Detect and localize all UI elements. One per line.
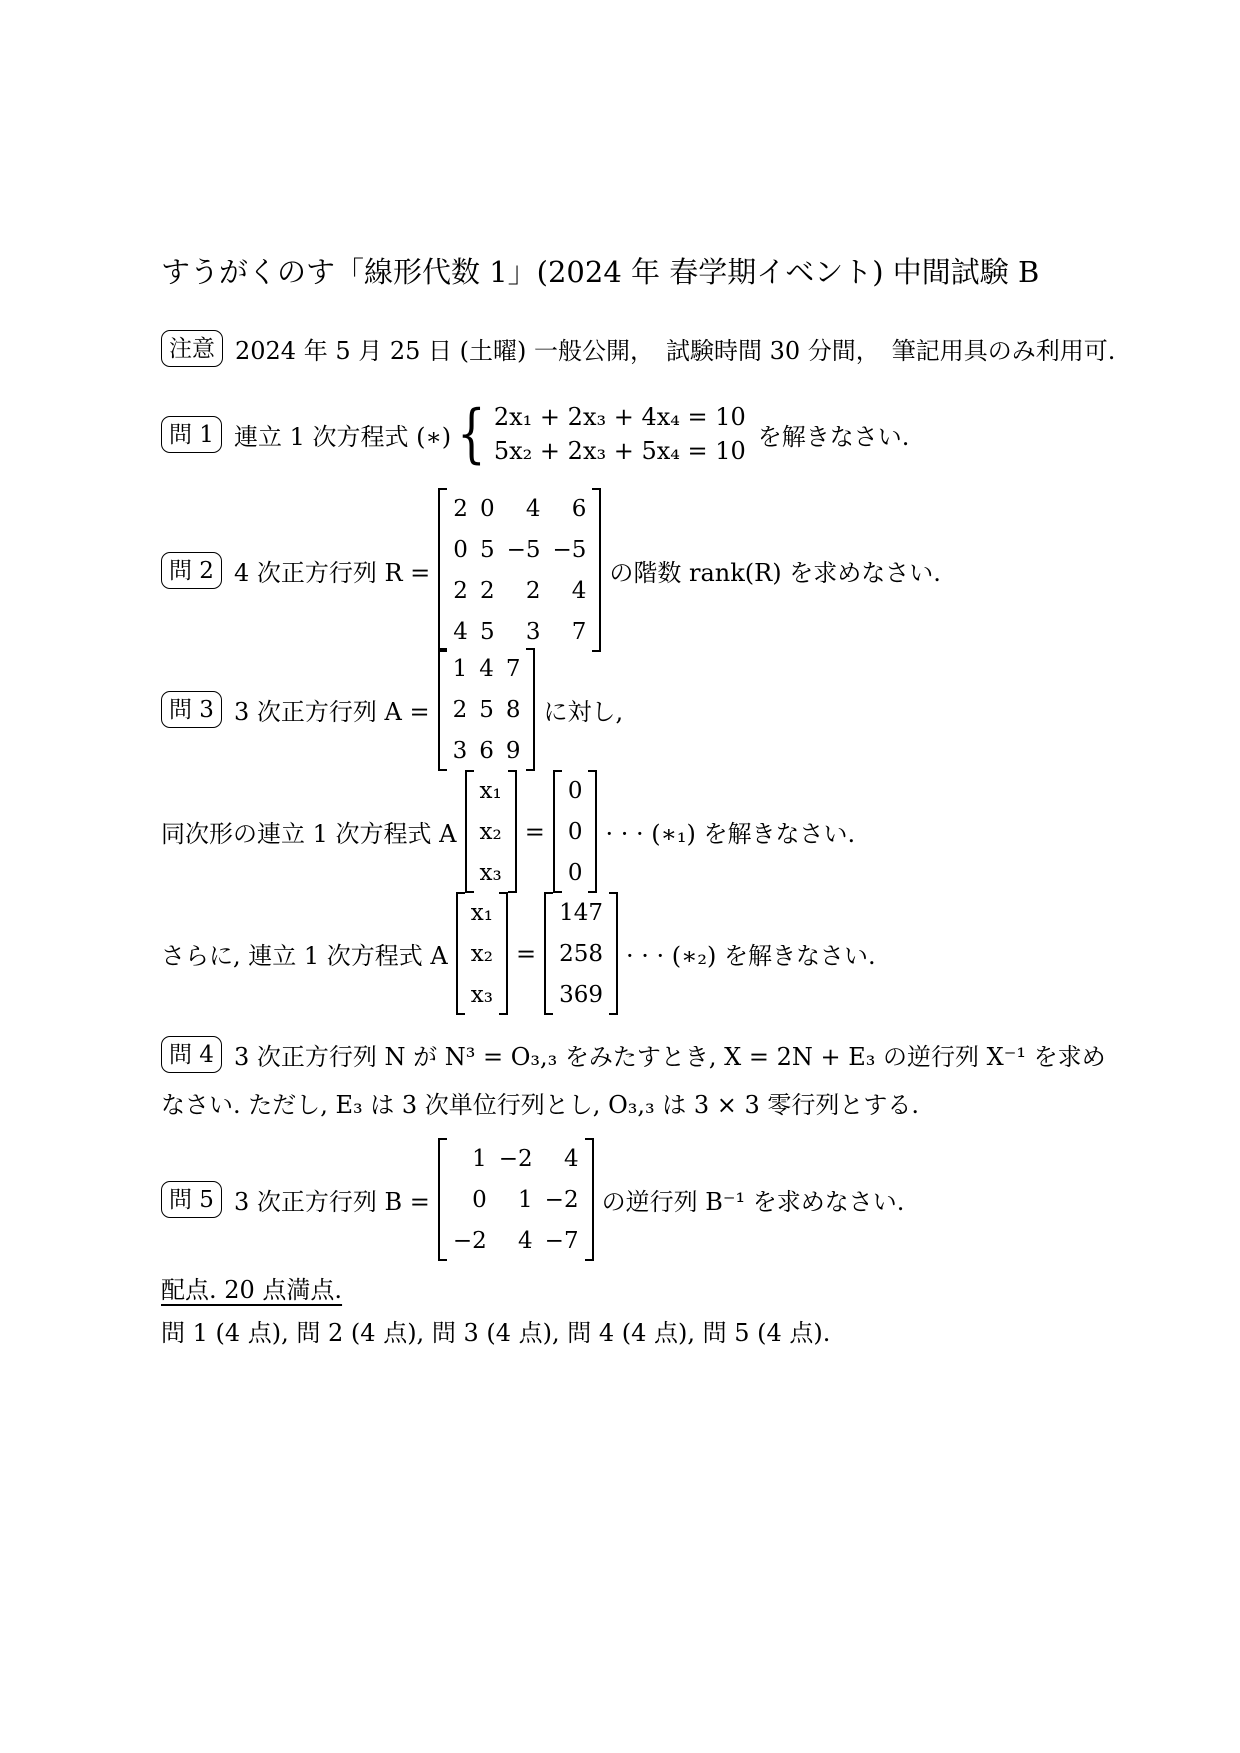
q5-label: 問 5 bbox=[161, 1181, 222, 1218]
page-title: すうがくのす「線形代数 1」(2024 年 春学期イベント) 中間試験 B bbox=[161, 255, 1040, 289]
matrix-cell: 0 bbox=[479, 495, 495, 522]
matrix-cell: 2 bbox=[453, 577, 468, 604]
matrix-row bbox=[465, 974, 499, 1015]
q2-label: 問 2 bbox=[161, 552, 222, 589]
equals-sign-1: = bbox=[524, 817, 545, 846]
matrix-cell: 5 bbox=[479, 618, 495, 645]
matrix-cell: 8 bbox=[505, 696, 521, 723]
brace-symbol: { bbox=[457, 397, 486, 471]
matrix-A bbox=[438, 648, 536, 771]
matrix-cell: 4 bbox=[479, 655, 494, 682]
matrix-row bbox=[447, 730, 527, 771]
matrix-row bbox=[447, 1220, 585, 1261]
matrix-row bbox=[447, 1179, 585, 1220]
matrix-row bbox=[447, 570, 592, 611]
vector-cell: x₃ bbox=[479, 859, 502, 886]
vector-cell: x₁ bbox=[479, 777, 502, 804]
matrix-row bbox=[562, 811, 589, 852]
matrix-row bbox=[447, 529, 592, 570]
matrix-cell: 7 bbox=[505, 655, 521, 682]
matrix-row bbox=[465, 933, 499, 974]
q2-prefix: 4 次正方行列 R = bbox=[233, 558, 431, 587]
vector-cell: 258 bbox=[559, 940, 603, 967]
matrix-cell: 4 bbox=[453, 618, 468, 645]
scoring-detail: 問 1 (4 点), 問 2 (4 点), 問 3 (4 点), 問 4 (4 点), 問 5 (4 点). bbox=[161, 1319, 831, 1347]
matrix-row bbox=[447, 611, 592, 652]
q3-line2-suffix: · · · (∗₁) を解きなさい. bbox=[605, 820, 856, 848]
matrix-row bbox=[465, 892, 499, 933]
matrix-cell: 2 bbox=[452, 696, 468, 723]
matrix-cell: 3 bbox=[452, 737, 468, 764]
q3-line3-prefix: さらに, 連立 1 次方程式 A bbox=[161, 942, 448, 970]
matrix-row bbox=[474, 811, 508, 852]
vector-cell: x₁ bbox=[470, 899, 493, 926]
matrix-cell: 7 bbox=[571, 618, 587, 645]
notice-text: 2024 年 5 月 25 日 (土曜) 一般公開， 試験時間 30 分間， 筆記用具のみ利用可. bbox=[235, 337, 1116, 365]
q1-equation-2: 5x₂ + 2x₃ + 5x₄ = 10 bbox=[493, 437, 746, 465]
q1-prefix: 連立 1 次方程式 (∗) bbox=[233, 422, 452, 451]
matrix-cell: 6 bbox=[571, 495, 587, 522]
q3-suffix: に対し, bbox=[543, 698, 624, 726]
matrix-cell: 4 bbox=[518, 1227, 533, 1254]
matrix-cell: 2 bbox=[453, 495, 468, 522]
matrix-cell: −5 bbox=[506, 536, 541, 563]
q1-label: 問 1 bbox=[161, 416, 222, 453]
question-3 bbox=[161, 648, 623, 771]
scoring-heading: 配点. 20 点満点. bbox=[161, 1276, 343, 1304]
q3-line2-prefix: 同次形の連立 1 次方程式 A bbox=[161, 820, 457, 848]
matrix-cell: 0 bbox=[472, 1186, 487, 1213]
matrix-cell: 2 bbox=[525, 577, 541, 604]
q5-prefix: 3 次正方行列 B = bbox=[233, 1188, 430, 1216]
matrix-row bbox=[553, 974, 609, 1015]
vector-cell: x₃ bbox=[470, 981, 493, 1008]
vector-cell: x₂ bbox=[479, 818, 502, 845]
vector-x-1 bbox=[465, 770, 517, 893]
q4-line2: なさい. ただし, E₃ は 3 次単位行列とし, O₃,₃ は 3 × 3 零行列とする. bbox=[161, 1091, 920, 1119]
matrix-row bbox=[562, 770, 589, 811]
vector-cell: 369 bbox=[559, 981, 603, 1008]
matrix-cell: 3 bbox=[525, 618, 541, 645]
vector-cell: x₂ bbox=[470, 940, 493, 967]
matrix-cell: 1 bbox=[518, 1186, 533, 1213]
matrix-row bbox=[447, 689, 527, 730]
q5-suffix: の逆行列 B⁻¹ を求めなさい. bbox=[601, 1188, 905, 1216]
question-1 bbox=[161, 397, 910, 471]
vector-cell: 147 bbox=[559, 899, 603, 926]
matrix-cell: 4 bbox=[563, 1145, 579, 1172]
matrix-row bbox=[447, 648, 527, 689]
q4-line1: 3 次正方行列 N が N³ = O₃,₃ をみたすとき, X = 2N + E₃ の逆行列 X⁻¹ を求め bbox=[233, 1043, 1106, 1071]
q3-label: 問 3 bbox=[161, 691, 222, 728]
question-3-homogeneous bbox=[161, 770, 855, 893]
vector-b bbox=[544, 892, 618, 1015]
matrix-row bbox=[447, 1138, 585, 1179]
vector-x-2 bbox=[456, 892, 508, 1015]
matrix-cell: −2 bbox=[452, 1227, 487, 1254]
notice-label: 注意 bbox=[161, 330, 223, 367]
matrix-cell: −7 bbox=[544, 1227, 579, 1254]
matrix-row bbox=[474, 770, 508, 811]
q2-suffix: の階数 rank(R) を求めなさい. bbox=[609, 558, 941, 587]
matrix-cell: −2 bbox=[498, 1145, 533, 1172]
q4-label: 問 4 bbox=[161, 1036, 222, 1073]
matrix-row bbox=[447, 488, 592, 529]
matrix-cell: 2 bbox=[479, 577, 495, 604]
matrix-row bbox=[562, 852, 589, 893]
matrix-cell: 1 bbox=[452, 655, 468, 682]
matrix-cell: −2 bbox=[544, 1186, 579, 1213]
vector-cell: 0 bbox=[567, 859, 583, 886]
matrix-cell: 0 bbox=[453, 536, 468, 563]
q1-suffix: を解きなさい. bbox=[757, 422, 910, 451]
matrix-row bbox=[553, 933, 609, 974]
matrix-cell: 4 bbox=[525, 495, 541, 522]
matrix-cell: 1 bbox=[472, 1145, 487, 1172]
matrix-cell: 9 bbox=[505, 737, 521, 764]
matrix-cell: 5 bbox=[479, 536, 495, 563]
vector-zero bbox=[553, 770, 598, 893]
q3-line3-suffix: · · · (∗₂) を解きなさい. bbox=[625, 942, 876, 970]
matrix-row bbox=[474, 852, 508, 893]
matrix-B bbox=[438, 1138, 594, 1261]
q1-system bbox=[451, 397, 746, 471]
question-4 bbox=[161, 1036, 1106, 1073]
q3-prefix: 3 次正方行列 A = bbox=[233, 698, 430, 726]
matrix-cell: 6 bbox=[479, 737, 494, 764]
matrix-R bbox=[438, 488, 601, 652]
vector-cell: 0 bbox=[567, 818, 583, 845]
q1-equation-1: 2x₁ + 2x₃ + 4x₄ = 10 bbox=[493, 403, 746, 431]
matrix-row bbox=[553, 892, 609, 933]
question-2 bbox=[161, 488, 941, 652]
notice-row bbox=[161, 330, 1115, 367]
matrix-cell: −5 bbox=[552, 536, 587, 563]
matrix-cell: 5 bbox=[479, 696, 494, 723]
vector-cell: 0 bbox=[567, 777, 583, 804]
question-3-inhomogeneous bbox=[161, 892, 876, 1015]
matrix-cell: 4 bbox=[571, 577, 587, 604]
question-5 bbox=[161, 1138, 904, 1261]
equals-sign-2: = bbox=[515, 939, 537, 968]
